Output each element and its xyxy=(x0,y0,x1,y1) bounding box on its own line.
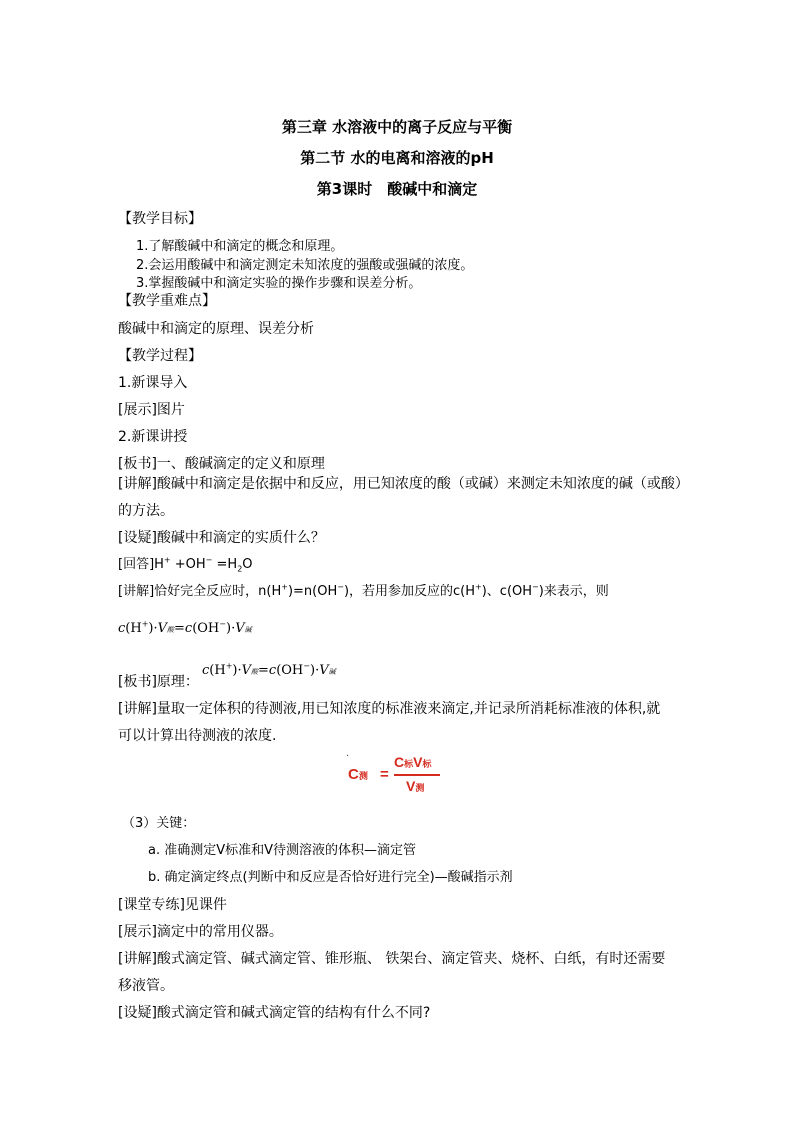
concentration-formula xyxy=(344,748,454,802)
step-lecture: 2.新课讲授 xyxy=(118,429,188,445)
chapter-title: 第三章 水溶液中的离子反应与平衡 xyxy=(281,118,513,136)
explain-instruments-line2: 移液管。 xyxy=(118,978,174,994)
corner-mark: . xyxy=(346,748,350,759)
explain-definition-line1: [讲解]酸碱中和滴定是依据中和反应，用已知浓度的酸（或碱）来测定未知浓度的碱（或酸） xyxy=(118,476,689,492)
equals-sign: = xyxy=(380,766,389,783)
answer-line: [回答]$H^+ +OH^- =H_2O$ xyxy=(118,555,253,574)
board-definition: [板书]一、酸碱滴定的定义和原理 xyxy=(118,456,325,472)
objective-item: 1.了解酸碱中和滴定的概念和原理。 xyxy=(136,239,344,254)
fraction-bar xyxy=(394,774,440,776)
keypoints-text: 酸碱中和滴定的原理、误差分析 xyxy=(118,321,314,337)
explain-measure-line1: [讲解]量取一定体积的待测液,用已知浓度的标准液来滴定,并记录所消耗标准液的体积,就 xyxy=(118,701,661,717)
keypoints-heading: 【教学重难点】 xyxy=(118,293,216,309)
question-essence: [设疑]酸碱中和滴定的实质什么？ xyxy=(118,530,325,546)
c-test: C测 xyxy=(348,766,368,783)
objectives-heading: 【教学目标】 xyxy=(118,211,202,227)
explain-instruments-line1: [讲解]酸式滴定管、碱式滴定管、锥形瓶、 铁架台、滴定管夹、烧杯、白纸，有时还需要 xyxy=(118,951,666,967)
practice: [课堂专练]见课件 xyxy=(118,897,227,913)
lesson-title: 第3课时 酸碱中和滴定 xyxy=(316,180,478,198)
objective-item: 2.会运用酸碱中和滴定测定未知浓度的强酸或强碱的浓度。 xyxy=(136,258,474,273)
show-picture: [展示]图片 xyxy=(118,402,185,418)
denominator: V测 xyxy=(406,778,425,794)
step-intro: 1.新课导入 xyxy=(118,375,188,391)
key-item-b: b. 确定滴定终点(判断中和反应是否恰好进行完全)—酸碱指示剂 xyxy=(148,870,513,885)
explain-measure-line2: 可以计算出待测液的浓度. xyxy=(118,728,277,744)
formula-principle: c(H+)·V酸=c(OH−)·V碱 xyxy=(202,661,336,678)
explain-definition-line2: 的方法。 xyxy=(118,503,174,519)
key-heading: （3）关键： xyxy=(122,816,196,831)
question-burette: [设疑]酸式滴定管和碱式滴定管的结构有什么不同? xyxy=(118,1005,431,1021)
show-instruments: [展示]滴定中的常用仪器。 xyxy=(118,924,283,940)
explain-complete-reaction: [讲解]恰好完全反应时，n(H+)=n(OH−)，若用参加反应的c(H+)、c(OH−)来表示，则 xyxy=(118,582,609,599)
board-principle: [板书]原理： xyxy=(118,674,199,690)
process-heading: 【教学过程】 xyxy=(118,348,202,364)
objective-item: 3.掌握酸碱中和滴定实验的操作步骤和误差分析。 xyxy=(136,276,422,291)
numerator: C标V标 xyxy=(394,754,432,770)
formula-neutralization: c(H+)·V酸=c(OH−)·V碱 xyxy=(118,619,252,636)
section-title: 第二节 水的电离和溶液的pH xyxy=(300,149,494,167)
key-item-a: a. 准确测定V标准和V待测溶液的体积—滴定管 xyxy=(148,843,417,858)
